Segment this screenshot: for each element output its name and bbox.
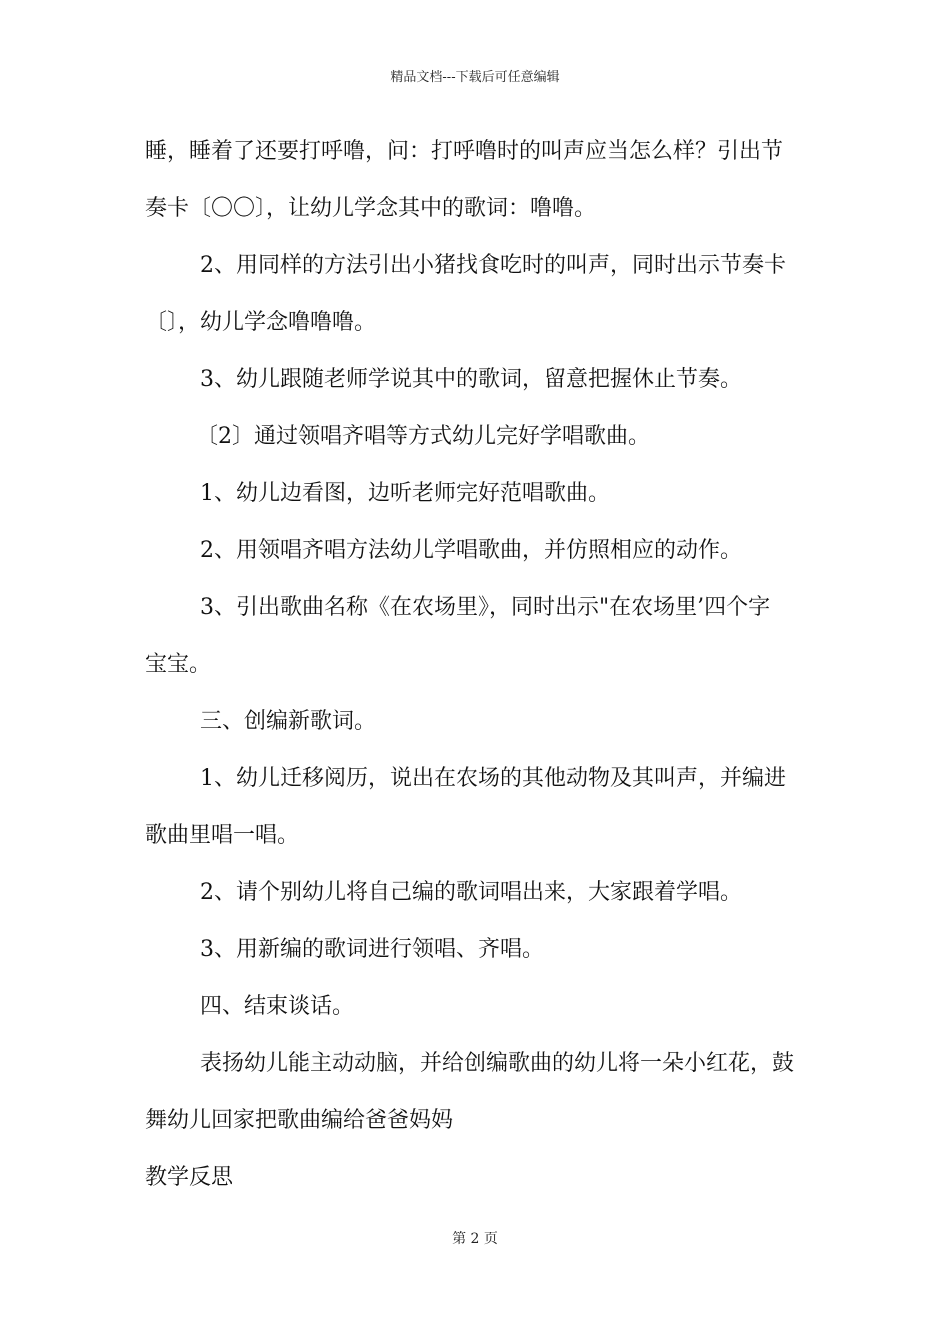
- body-line: 舞幼儿回家把歌曲编给爸爸妈妈: [145, 1108, 454, 1133]
- body-line: 表扬幼儿能主动动脑，并给创编歌曲的幼儿将一朵小红花，鼓: [200, 1051, 795, 1076]
- page-header: 精品文档---下载后可任意编辑: [390, 70, 560, 85]
- body-line: 3、引出歌曲名称《在农场里》，同时出示"在农场里’四个字: [200, 595, 771, 620]
- page-number: 第 2 页: [452, 1231, 498, 1247]
- body-line: 1、幼儿边看图，边听老师完好范唱歌曲。: [200, 481, 610, 506]
- section-heading: 四、结束谈话。: [200, 994, 355, 1019]
- section-heading: 三、创编新歌词。: [200, 709, 377, 734]
- body-line: 1、幼儿迁移阅历，说出在农场的其他动物及其叫声，并编进: [200, 766, 786, 791]
- body-line: 睡，睡着了还要打呼噜，问：打呼噜时的叫声应当怎么样？引出节: [145, 139, 784, 164]
- body-line: 3、幼儿跟随老师学说其中的歌词，留意把握休止节奏。: [200, 367, 742, 392]
- body-line: 2、用同样的方法引出小猪找食吃时的叫声，同时出示节奏卡: [200, 253, 786, 278]
- section-heading: 教学反思: [145, 1165, 234, 1190]
- body-line: 歌曲里唱一唱。: [145, 823, 300, 848]
- body-line: 2、用领唱齐唱方法幼儿学唱歌曲，并仿照相应的动作。: [200, 538, 742, 563]
- body-line: 〔2〕通过领唱齐唱等方式幼儿完好学唱歌曲。: [196, 424, 650, 449]
- body-line: 奏卡〔〇〇〕，让幼儿学念其中的歌词：噜噜。: [145, 196, 597, 221]
- body-line: 3、用新编的歌词进行领唱、齐唱。: [200, 937, 544, 962]
- body-line: 〔〕，幼儿学念噜噜噜。: [145, 310, 377, 335]
- body-line: 宝宝。: [145, 652, 212, 677]
- body-line: 2、请个别幼儿将自己编的歌词唱出来，大家跟着学唱。: [200, 880, 742, 905]
